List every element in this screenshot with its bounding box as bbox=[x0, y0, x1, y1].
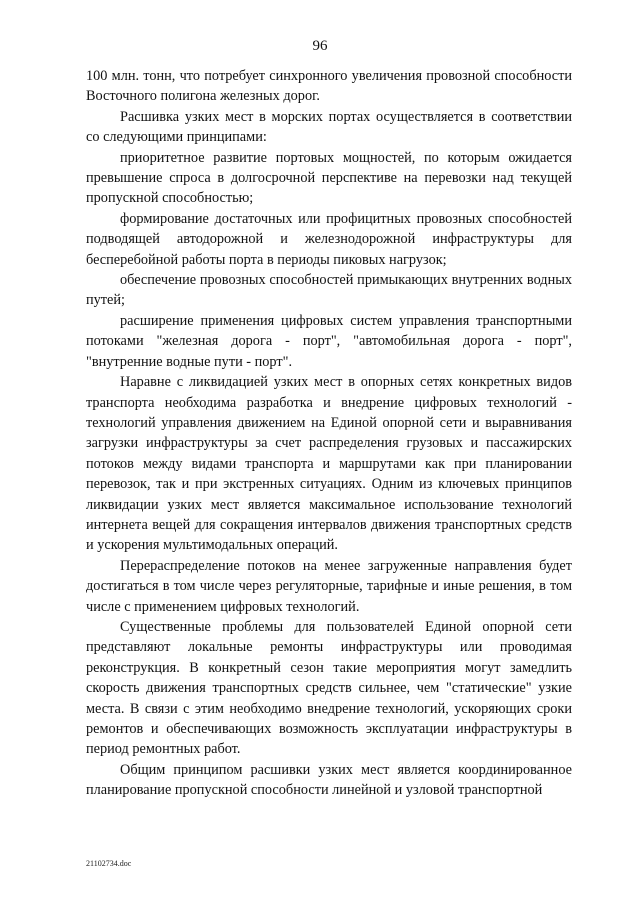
page-number: 96 bbox=[312, 38, 328, 54]
paragraph: приоритетное развитие портовых мощностей, по которым ожидается превышение спроса в долгосрочной перспективе на перевозки над текущей пропускной способностью; bbox=[86, 149, 572, 207]
paragraph: обеспечение провозных способностей примыкающих внутренних водных путей; bbox=[86, 272, 572, 309]
paragraph: Перераспределение потоков на менее загруженные направления будет достигаться в том числе через регуляторные, тарифные и иные решения, в том числе с применением цифровых технологий. bbox=[86, 557, 572, 615]
paragraph: Наравне с ликвидацией узких мест в опорных сетях конкретных видов транспорта необходима разработка и внедрение цифровых технологий - технологий управления движением на Единой опорной сети и выравнивания загрузки инфраструктуры за счет распределения грузовых и пассажирских потоков между видами транспорта и маршрутами как при планировании перевозок, так и при экстренных ситуациях. Одним из ключевых принципов ликвидации узких мест является максимальное использование технологий интернета вещей для сокращения интервалов движения транспортных средств и ускорения мультимодальных операций. bbox=[86, 374, 572, 554]
document-body bbox=[86, 66, 572, 801]
paragraph: 100 млн. тонн, что потребует синхронного увеличения провозной способности Восточного полигона железных дорог. bbox=[86, 68, 572, 105]
paragraph: Существенные проблемы для пользователей Единой опорной сети представляют локальные ремонты инфраструктуры или проводимая реконструкция. В конкретный сезон такие мероприятия могут замедлить скорость движения транспортных средств сильнее, чем "статические" узкие места. В связи с этим необходимо внедрение технологий, ускоряющих сроки ремонтов и обеспечивающих возможность эксплуатации инфраструктуры в период ремонтных работ. bbox=[86, 618, 572, 758]
paragraph: Общим принципом расшивки узких мест является координированное планирование пропускной способности линейной и узловой транспортной bbox=[86, 761, 572, 799]
document-file-code: 21102734.doc bbox=[86, 859, 132, 868]
paragraph: расширение применения цифровых систем управления транспортными потоками "железная дорога - порт", "автомобильная дорога - порт", "внутренние водные пути - порт". bbox=[86, 312, 572, 370]
paragraph: Расшивка узких мест в морских портах осуществляется в соответствии со следующими принципами: bbox=[86, 108, 572, 146]
paragraph: формирование достаточных или профицитных провозных способностей подводящей автодорожной и железнодорожной инфраструктуры для бесперебойной работы порта в периоды пиковых нагрузок; bbox=[86, 210, 572, 268]
